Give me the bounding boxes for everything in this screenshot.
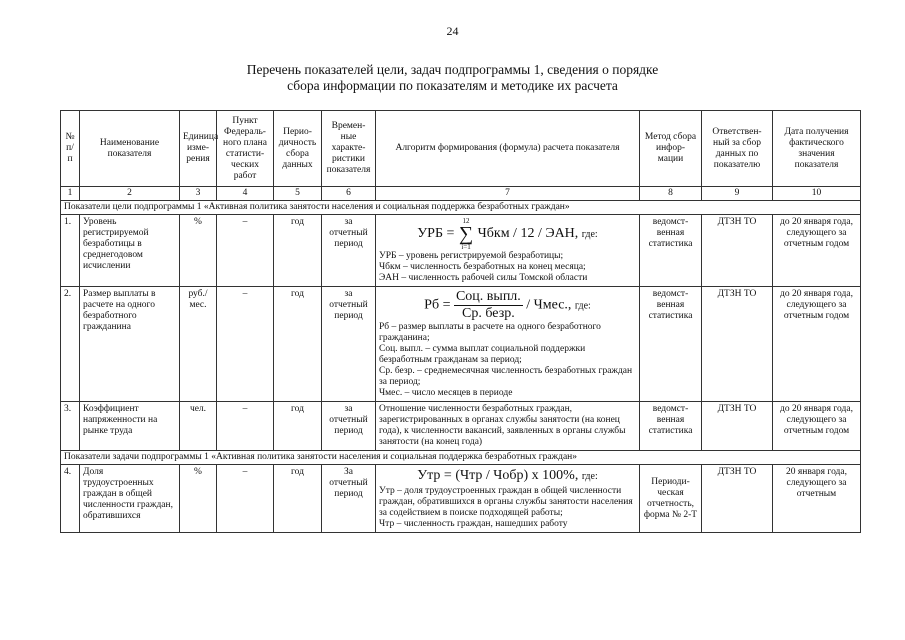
sum-symbol [459, 217, 473, 251]
row-name: Коэффициент напряженности на рынке труда [80, 402, 180, 451]
fraction-denominator: Ср. безр. [462, 306, 515, 321]
row-date: до 20 января года, следующего за отчетным годом [773, 287, 861, 402]
table-row [61, 215, 861, 287]
title-line-1: Перечень показателей цели, задач подпрограммы 1, сведения о порядке [246, 62, 659, 77]
row-plan: – [217, 215, 274, 287]
header-formula: Алгоритм формирования (формула) расчета показателя [376, 111, 640, 187]
indicators-table [60, 110, 861, 533]
formula-rhs: Чбкм / 12 / ЭАН, [477, 226, 579, 242]
formula-urb [379, 217, 636, 251]
row-time: за отчетный период [322, 287, 376, 402]
column-number: 6 [322, 187, 376, 201]
formula-description [379, 322, 636, 399]
row-num: 2. [61, 287, 80, 402]
header-plan: Пункт Федераль- ного плана статисти- ческих работ [217, 111, 274, 187]
table-header-row [61, 111, 861, 187]
column-number: 2 [80, 187, 180, 201]
description-line: УРБ – уровень регистрируемой безработицы; [379, 251, 564, 261]
row-responsible: ДТЗН ТО [702, 465, 773, 533]
header-method: Метод сбора инфор- мации [640, 111, 702, 187]
row-date: 20 января года, следующего за отчетным [773, 465, 861, 533]
row-unit: % [180, 465, 217, 533]
row-time: за отчетный период [322, 402, 376, 451]
description-line: Чмес. – число месяцев в периоде [379, 388, 513, 398]
sum-lower-limit: i=1 [461, 243, 471, 251]
page-number: 24 [446, 24, 459, 38]
formula-utr [379, 467, 636, 486]
column-numbers-row [61, 187, 861, 201]
row-period: год [274, 465, 322, 533]
row-date: до 20 января года, следующего за отчетным годом [773, 215, 861, 287]
section-heading-goal [61, 201, 861, 215]
row-method: ведомст- венная статистика [640, 402, 702, 451]
header-period: Перио- дичность сбора данных [274, 111, 322, 187]
column-number: 4 [217, 187, 274, 201]
formula-lhs: Рб = [424, 297, 451, 313]
row-period: год [274, 402, 322, 451]
title-line-2: сбора информации по показателям и методике их расчета [287, 78, 618, 93]
column-number: 8 [640, 187, 702, 201]
row-formula-cell: Отношение численности безработных граждан, зарегистрированных в органах службы занятости (на конец года), к численности вакансий, заявленных в органы службы занятости (на конец года) [376, 402, 640, 451]
row-name: Доля трудоустроенных граждан в общей численности граждан, обратившихся [80, 465, 180, 533]
description-line: Чбкм – численность безработных на конец месяца; [379, 262, 586, 272]
column-number: 5 [274, 187, 322, 201]
description-line: Ср. безр. – среднемесячная численность безработных граждан за период; [379, 366, 633, 387]
row-time: За отчетный период [322, 465, 376, 533]
row-method: ведомст- венная статистика [640, 215, 702, 287]
row-responsible: ДТЗН ТО [702, 287, 773, 402]
row-method: Периоди- ческая отчетность, форма № 2-Т [640, 465, 702, 533]
row-formula-cell [376, 465, 640, 533]
row-unit: % [180, 215, 217, 287]
row-period: год [274, 215, 322, 287]
row-plan: – [217, 287, 274, 402]
formula-rb [379, 289, 636, 322]
header-unit: Единица изме- рения [180, 111, 217, 187]
column-number: 10 [773, 187, 861, 201]
formula-description [379, 486, 636, 530]
row-name: Размер выплаты в расчете на одного безработного гражданина [80, 287, 180, 402]
sigma-sign: ∑ [458, 223, 474, 245]
fraction-numerator: Соц. выпл. [455, 289, 521, 304]
formula-rhs: / Чмес., [526, 297, 572, 313]
section-goal-text: Показатели цели подпрограммы 1 «Активная политика занятости населения и социальная поддержка безработных граждан» [61, 201, 861, 215]
header-num: № п/п [61, 111, 80, 187]
header-name: Наименование показателя [80, 111, 180, 187]
column-number: 9 [702, 187, 773, 201]
row-unit: чел. [180, 402, 217, 451]
column-number: 3 [180, 187, 217, 201]
formula-suffix: где: [574, 300, 591, 312]
row-num: 1. [61, 215, 80, 287]
row-responsible: ДТЗН ТО [702, 215, 773, 287]
column-number: 1 [61, 187, 80, 201]
row-formula-cell [376, 215, 640, 287]
sum-upper-limit: 12 [462, 217, 470, 225]
row-num: 3. [61, 402, 80, 451]
description-line: Чтр – численность граждан, нашедших работу [379, 519, 568, 529]
row-plan: – [217, 402, 274, 451]
table-row [61, 465, 861, 533]
header-date: Дата получения фактического значения показателя [773, 111, 861, 187]
description-line: Рб – размер выплаты в расчете на одного безработного гражданина; [379, 322, 601, 343]
description-line: Утр – доля трудоустроенных граждан в общей численности граждан, обратившихся в органы службы занятости населения за содействием в поиске подходящей работы; [379, 486, 633, 518]
row-unit: руб./мес. [180, 287, 217, 402]
formula-fraction [454, 289, 523, 322]
formula-text: Утр = (Чтр / Чобр) х 100%, [417, 468, 579, 483]
row-responsible: ДТЗН ТО [702, 402, 773, 451]
header-responsible: Ответствен- ный за сбор данных по показателю [702, 111, 773, 187]
row-date: до 20 января года, следующего за отчетным годом [773, 402, 861, 451]
column-number: 7 [376, 187, 640, 201]
header-time: Времен- ные характе- ристики показателя [322, 111, 376, 187]
row-num: 4. [61, 465, 80, 533]
section-heading-task [61, 451, 861, 465]
formula-suffix: где: [581, 471, 598, 482]
row-period: год [274, 287, 322, 402]
formula-description [379, 251, 636, 284]
row-time: за отчетный период [322, 215, 376, 287]
row-plan: – [217, 465, 274, 533]
row-method: ведомст- венная статистика [640, 287, 702, 402]
table-row [61, 287, 861, 402]
row-name: Уровень регистрируемой безработицы в среднегодовом исчислении [80, 215, 180, 287]
table-row [61, 402, 861, 451]
document-title [0, 62, 905, 94]
row-formula-cell [376, 287, 640, 402]
formula-lhs: УРБ = [417, 226, 455, 242]
description-line: ЭАН – численность рабочей силы Томской области [379, 273, 588, 283]
formula-suffix: где: [581, 229, 598, 241]
section-task-text: Показатели задачи подпрограммы 1 «Активная политика занятости населения и социальная поддержка безработных граждан» [61, 451, 861, 465]
description-line: Соц. выпл. – сумма выплат социальной поддержки безработным гражданам за период; [379, 344, 586, 365]
